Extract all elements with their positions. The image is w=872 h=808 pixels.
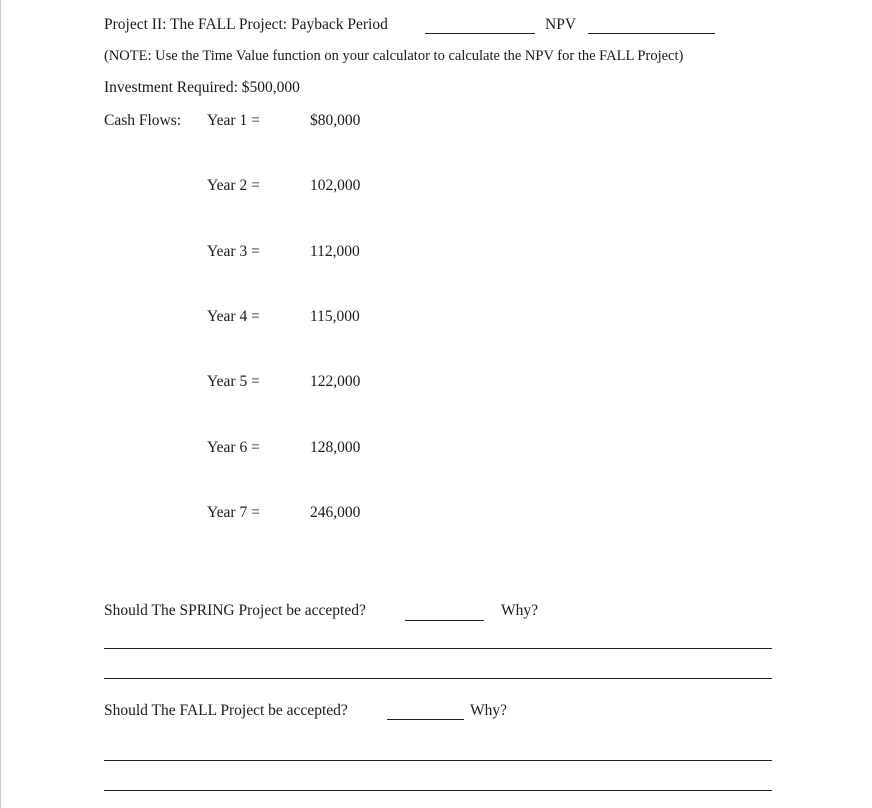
year-7-label: Year 7 = — [207, 504, 260, 521]
year-4-amount: 115,000 — [310, 308, 360, 325]
year-2-amount: 102,000 — [310, 177, 361, 194]
year-7-amount: 246,000 — [310, 504, 361, 521]
fall-answer-blank[interactable] — [387, 719, 464, 720]
year-3-label: Year 3 = — [207, 243, 260, 260]
cash-flows-label: Cash Flows: — [104, 112, 182, 129]
year-1-label: Year 1 = — [207, 112, 260, 129]
page-edge — [0, 0, 1, 808]
year-2-label: Year 2 = — [207, 177, 260, 194]
year-6-label: Year 6 = — [207, 439, 260, 456]
year-5-label: Year 5 = — [207, 373, 260, 390]
npv-blank[interactable] — [588, 33, 715, 34]
project-title: Project II: The FALL Project: Payback Period — [104, 16, 388, 33]
investment-required: Investment Required: $500,000 — [104, 79, 300, 96]
year-4-label: Year 4 = — [207, 308, 260, 325]
spring-why-line-2[interactable] — [104, 678, 772, 679]
fall-why-line-1[interactable] — [104, 760, 772, 761]
npv-label: NPV — [545, 16, 577, 33]
spring-question: Should The SPRING Project be accepted? — [104, 602, 366, 619]
year-3-amount: 112,000 — [310, 243, 360, 260]
fall-why-label: Why? — [470, 702, 508, 719]
year-6-amount: 128,000 — [310, 439, 361, 456]
fall-question: Should The FALL Project be accepted? — [104, 702, 348, 719]
year-1-amount: $80,000 — [310, 112, 361, 129]
payback-period-blank[interactable] — [425, 33, 535, 34]
spring-why-line-1[interactable] — [104, 648, 772, 649]
note-text: (NOTE: Use the Time Value function on your calculator to calculate the NPV for the FALL Project) — [104, 48, 684, 64]
year-5-amount: 122,000 — [310, 373, 361, 390]
spring-answer-blank[interactable] — [405, 620, 484, 621]
fall-why-line-2[interactable] — [104, 790, 772, 791]
spring-why-label: Why? — [501, 602, 539, 619]
